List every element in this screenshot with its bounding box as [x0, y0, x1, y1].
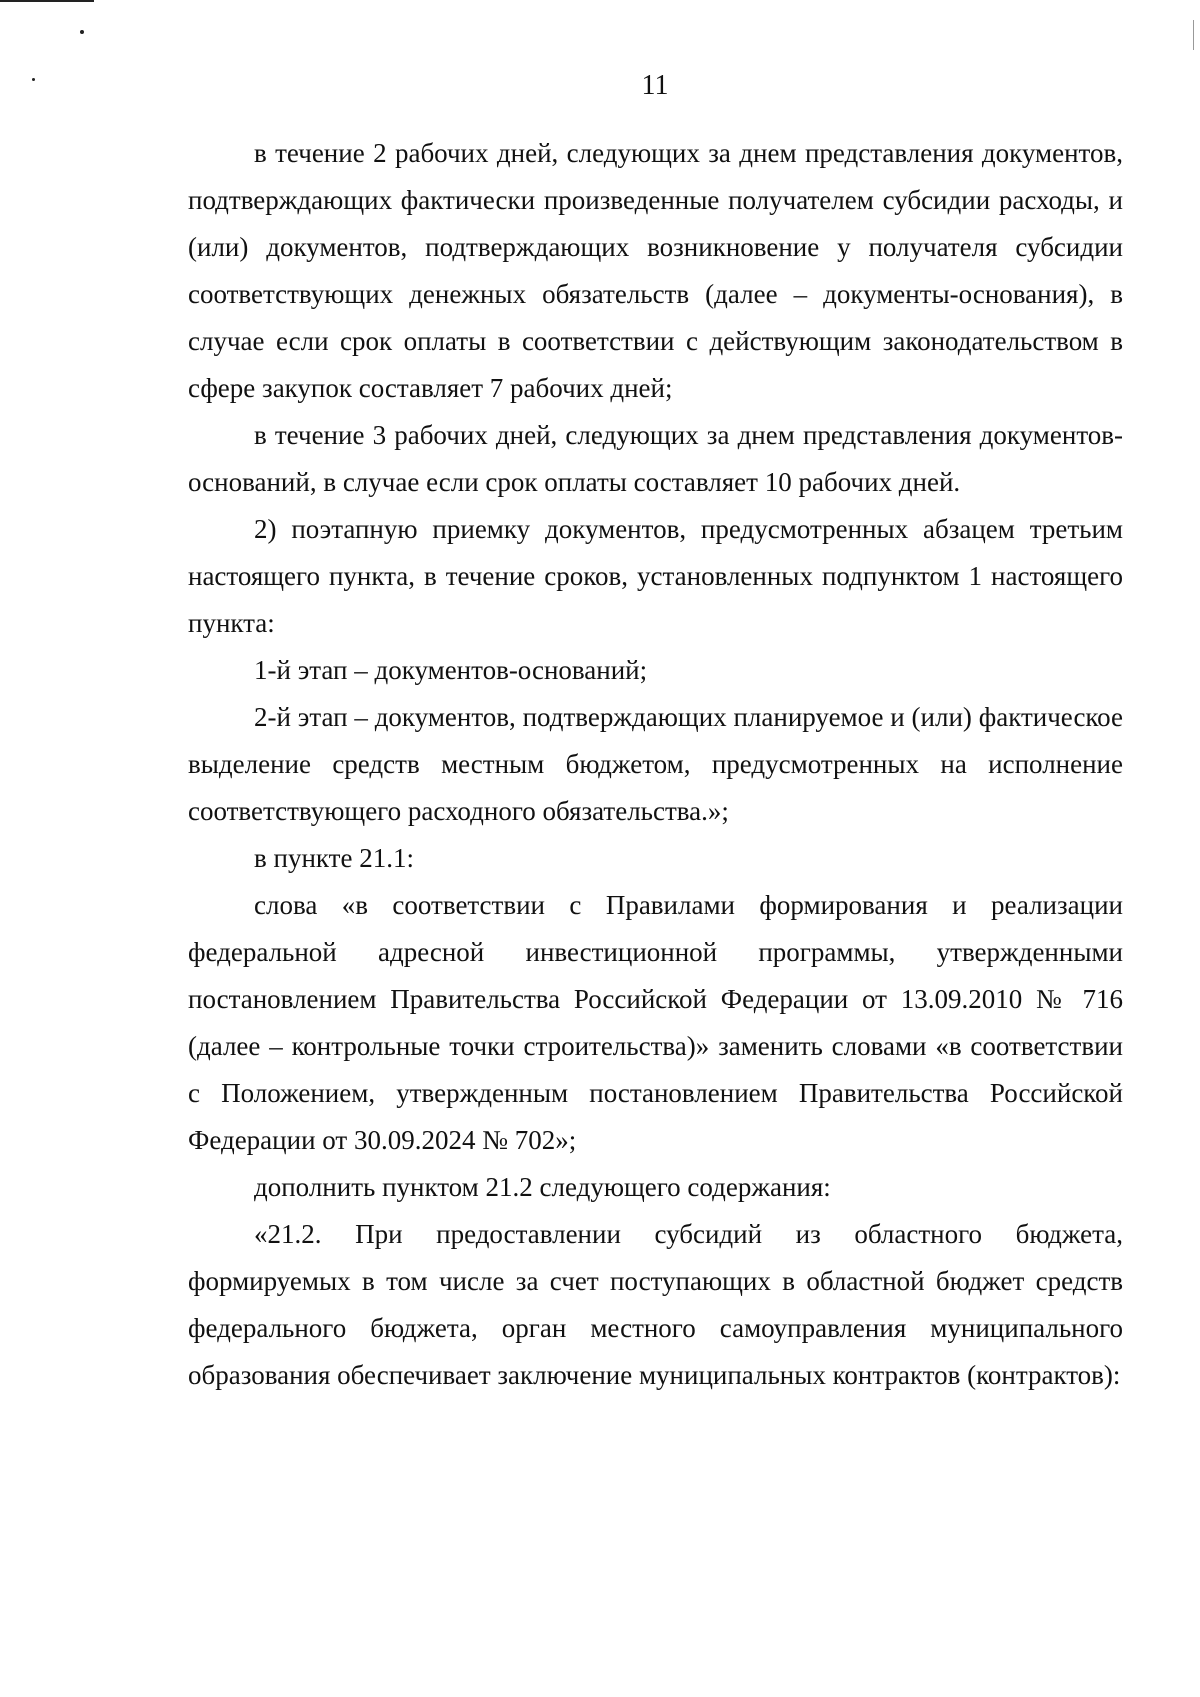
scan-speck — [80, 30, 84, 34]
paragraph: в пункте 21.1: — [254, 843, 414, 873]
paragraph: слова «в соответствии с Правилами формирования и реализации федеральной адресной инвестиционной программы, утвержденными постановлением Правительства Российской Федерации от 13.09.2010 № 716 (далее – контрольные точки строительства)» заменить словами «в соответствии с Положением, утвержденным постановлением Правительства Российской Федерации от 30.09.2024 № 702»; — [188, 890, 1123, 1155]
paragraph: дополнить пунктом 21.2 следующего содержания: — [254, 1172, 831, 1202]
paragraph: в течение 2 рабочих дней, следующих за днем представления документов, подтверждающих фактически произведенные получателем субсидии расходы, и (или) документов, подтверждающих возникновение у получателя субсидии соответствующих денежных обязательств (далее – документы-основания), в случае если срок оплаты в соответствии с действующим законодательством в сфере закупок составляет 7 рабочих дней; — [188, 138, 1123, 403]
paragraph: 2-й этап – документов, подтверждающих планируемое и (или) фактическое выделение средств местным бюджетом, предусмотренных на исполнение соответствующего расходного обязательства.»; — [188, 702, 1123, 826]
document-body — [188, 130, 1123, 1399]
paragraph: 1-й этап – документов-оснований; — [254, 655, 648, 685]
page-number: 11 — [641, 70, 669, 101]
paragraph: 2) поэтапную приемку документов, предусмотренных абзацем третьим настоящего пункта, в течение сроков, установленных подпунктом 1 настоящего пункта: — [188, 514, 1123, 638]
paragraph: «21.2. При предоставлении субсидий из областного бюджета, формируемых в том числе за счет поступающих в областной бюджет средств федерального бюджета, орган местного самоуправления муниципального образования обеспечивает заключение муниципальных контрактов (контрактов): — [188, 1219, 1123, 1390]
paragraph: в течение 3 рабочих дней, следующих за днем представления документов-оснований, в случае если срок оплаты составляет 10 рабочих дней. — [188, 420, 1123, 497]
scan-edge-mark — [1193, 20, 1194, 50]
scan-top-rule — [0, 0, 94, 2]
